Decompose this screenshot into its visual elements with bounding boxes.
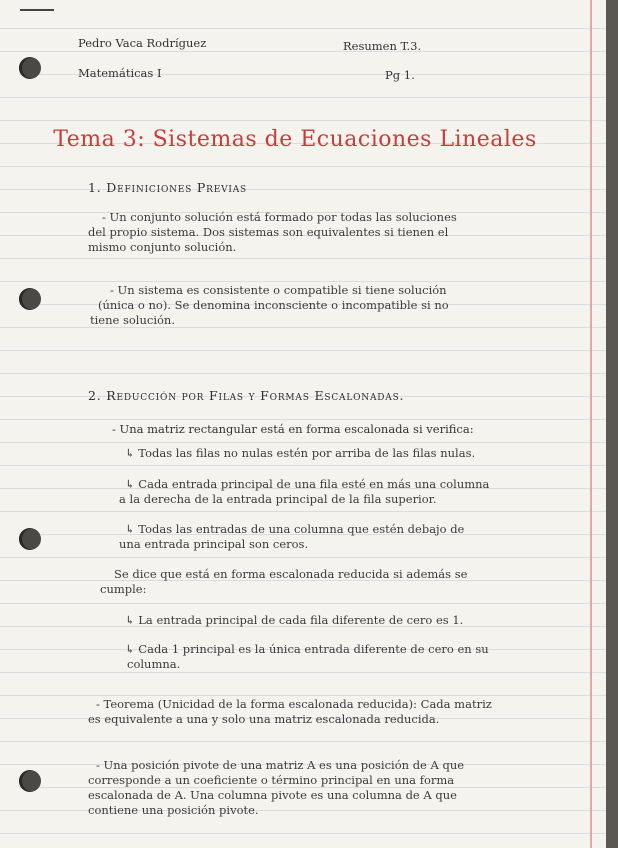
section-heading-1: 1. Definiciones Previas [88, 180, 248, 195]
document-type: Resumen T.3. [343, 39, 422, 53]
binder-hole [19, 770, 41, 792]
section-heading-2: 2. Reducción por Filas y Formas Escalonadas. [88, 388, 405, 403]
author-name: Pedro Vaca Rodríguez [78, 36, 207, 50]
paragraph-sistema-consistente: - Un sistema es consistente o compatible si tiene solución (única o no). Se denomina inconsciente o incompatible si no tiene solución. [90, 283, 449, 327]
reduced-condition-1: ↳ La entrada principal de cada fila diferente de cero es 1. [125, 613, 464, 627]
binder-hole [19, 288, 41, 310]
top-dash-mark [20, 9, 54, 11]
subject: Matemáticas I [78, 66, 162, 80]
margin-line [590, 0, 592, 848]
reduced-condition-2: ↳ Cada 1 principal es la única entrada diferente de cero en su columna. [125, 642, 489, 671]
condition-1: ↳ Todas las filas no nulas estén por arriba de las filas nulas. [125, 446, 476, 460]
binder-hole [19, 528, 41, 550]
background-edge [606, 0, 618, 848]
binder-hole [19, 57, 41, 79]
condition-2: ↳ Cada entrada principal de una fila esté en más una columna a la derecha de la entrada principal de la fila superior. [119, 477, 490, 506]
page-title: Tema 3: Sistemas de Ecuaciones Lineales [53, 127, 537, 152]
paragraph-forma-reducida: Se dice que está en forma escalonada reducida si además se cumple: [100, 567, 468, 596]
paragraph-posicion-pivote: - Una posición pivote de una matriz A es una posición de A que corresponde a un coeficiente o término principal en una forma escalonada de A. Una columna pivote es una columna de A que contiene una posición pivote. [88, 758, 465, 817]
condition-3: ↳ Todas las entradas de una columna que estén debajo de una entrada principal son ceros. [119, 522, 465, 551]
paragraph-conjunto-solucion: - Un conjunto solución está formado por todas las soluciones del propio sistema. Dos sistemas son equivalentes si tienen el mismo conjunto solución. [88, 210, 457, 254]
page-number: Pg 1. [385, 68, 415, 82]
paragraph-forma-escalonada: - Una matriz rectangular está en forma escalonada si verifica: [112, 422, 474, 436]
paragraph-teorema-unicidad: - Teorema (Unicidad de la forma escalonada reducida): Cada matriz es equivalente a una y solo una matriz escalonada reducida. [88, 697, 492, 726]
